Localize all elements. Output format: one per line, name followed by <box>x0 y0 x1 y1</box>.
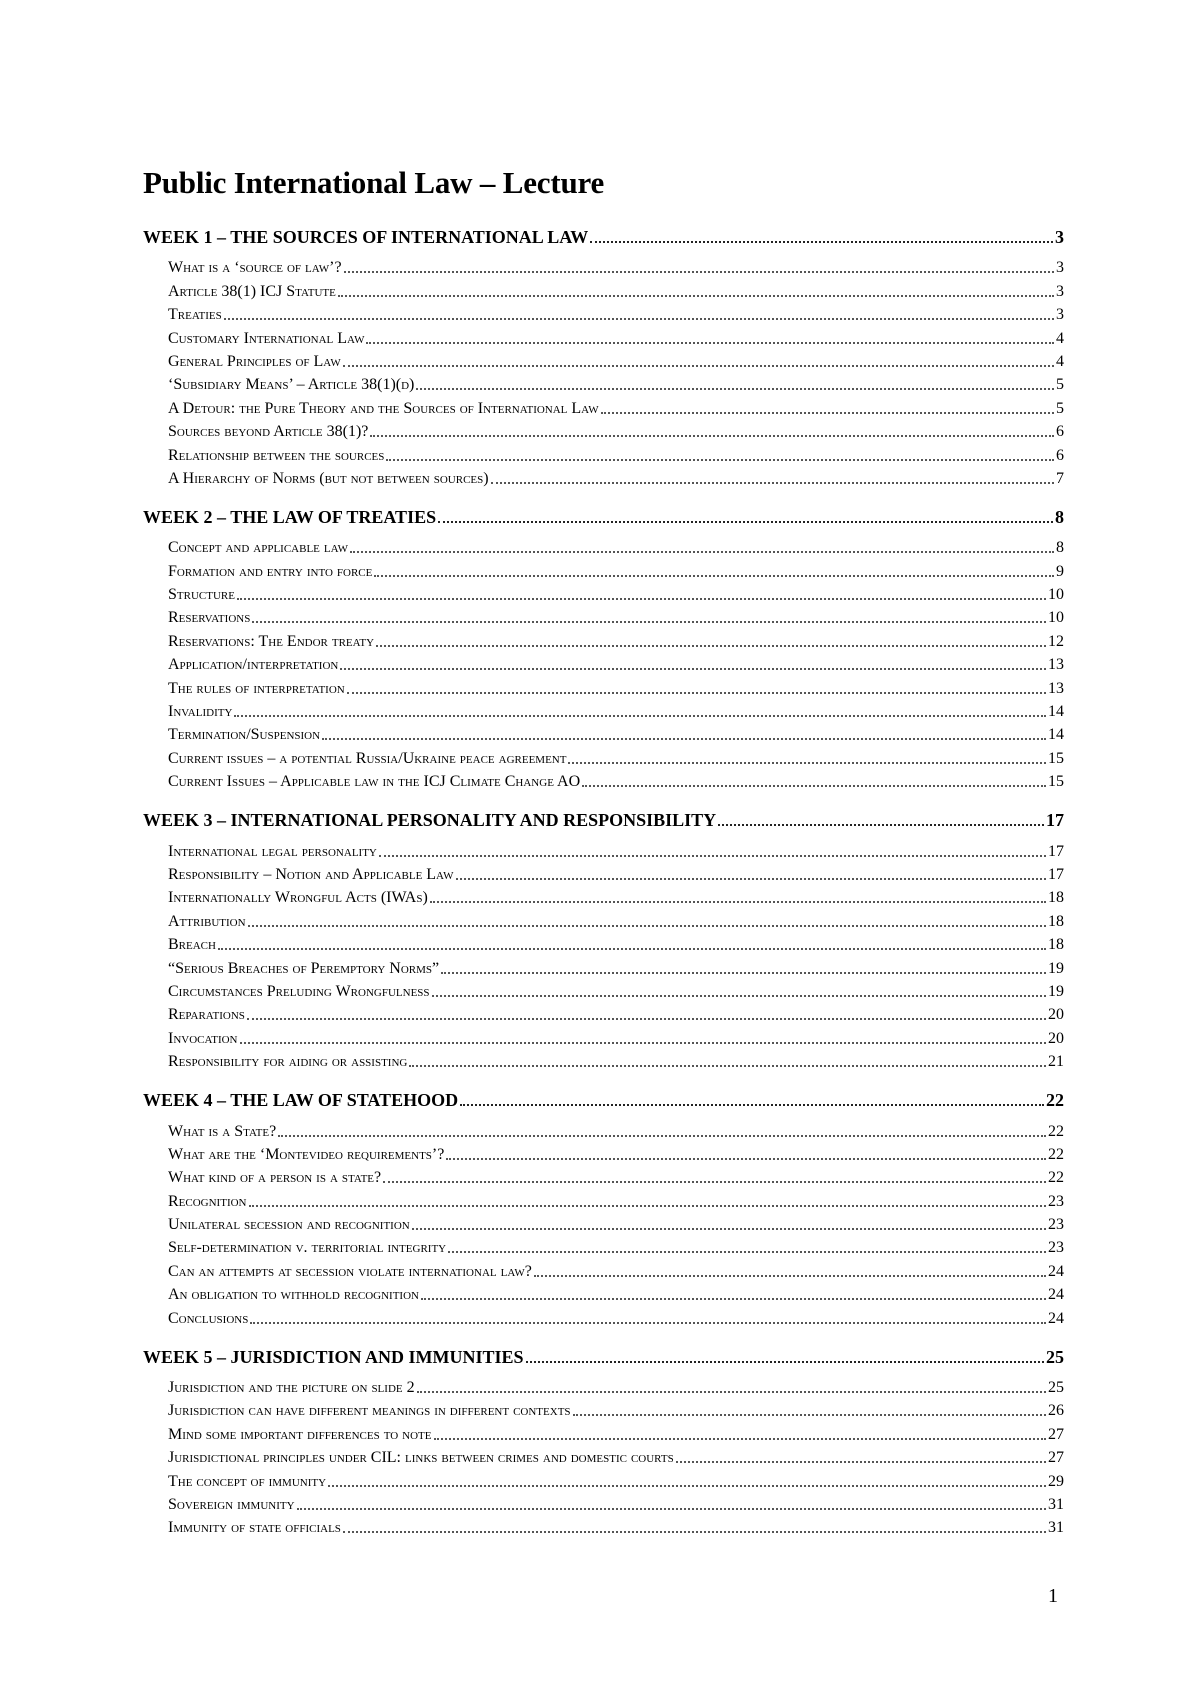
toc-entry-page: 4 <box>1056 352 1064 370</box>
toc-entry-page: 21 <box>1048 1053 1064 1071</box>
toc-entry-page: 3 <box>1056 306 1064 324</box>
toc-entry-label: “Serious Breaches of Peremptory Norms” <box>168 959 440 977</box>
toc-entry[interactable] <box>168 1374 1064 1397</box>
toc-entry-page: 20 <box>1048 1029 1064 1047</box>
dot-leader <box>432 994 1046 997</box>
dot-leader <box>366 341 1054 344</box>
toc-week-label: WEEK 5 – JURISDICTION AND IMMUNITIES <box>143 1346 524 1367</box>
toc-entry-label: Application/interpretation <box>168 656 339 674</box>
toc-page-number: 25 <box>1046 1346 1064 1367</box>
toc-entry-label: Recognition <box>168 1192 247 1210</box>
toc-entry-label: Reservations <box>168 609 251 627</box>
toc-week-section <box>143 498 1064 801</box>
toc-entry[interactable] <box>168 1234 1064 1257</box>
toc-entry-list <box>143 1111 1064 1338</box>
dot-leader <box>249 1204 1047 1207</box>
dot-leader <box>322 737 1046 740</box>
dot-leader <box>376 644 1046 647</box>
toc-entry-page: 29 <box>1048 1472 1064 1490</box>
toc-entry-page: 24 <box>1048 1286 1064 1304</box>
toc-entry-label: An obligation to withhold recognition <box>168 1286 419 1304</box>
toc-entry-page: 19 <box>1048 959 1064 977</box>
toc-week-section <box>143 218 1064 498</box>
toc-entry[interactable] <box>168 627 1064 650</box>
toc-entry[interactable] <box>168 721 1064 744</box>
toc-entry-label: International legal personality <box>168 842 377 860</box>
toc-entry-page: 27 <box>1048 1449 1064 1467</box>
toc-entry[interactable] <box>168 1304 1064 1327</box>
dot-leader <box>247 1017 1046 1020</box>
toc-entry-label: The rules of interpretation <box>168 679 345 697</box>
table-of-contents <box>143 218 1064 1547</box>
toc-entry[interactable] <box>168 768 1064 791</box>
toc-page-number: 3 <box>1055 227 1064 247</box>
toc-entry-list <box>143 248 1064 498</box>
dot-leader <box>448 1250 1046 1253</box>
toc-entry-page: 22 <box>1048 1145 1064 1163</box>
toc-entry[interactable] <box>168 324 1064 347</box>
toc-entry-label: Formation and entry into force <box>168 562 373 580</box>
toc-entry-label: Conclusions <box>168 1309 249 1327</box>
toc-entry-page: 3 <box>1056 282 1064 300</box>
toc-entry-page: 10 <box>1048 609 1064 627</box>
toc-entry[interactable] <box>168 604 1064 627</box>
dot-leader <box>297 1507 1046 1510</box>
toc-entry[interactable] <box>168 1281 1064 1304</box>
toc-entry-label: Immunity of state officials <box>168 1519 341 1537</box>
toc-entry[interactable] <box>168 465 1064 488</box>
dot-leader <box>491 481 1054 484</box>
toc-week-label: WEEK 3 – INTERNATIONAL PERSONALITY AND RESPONSIBILITY <box>143 810 717 831</box>
toc-entry[interactable] <box>168 581 1064 604</box>
toc-page-number: 22 <box>1046 1090 1064 1111</box>
toc-entry[interactable] <box>168 1397 1064 1420</box>
toc-entry-label: Can an attempts at secession violate international law? <box>168 1262 532 1280</box>
toc-entry[interactable] <box>168 301 1064 324</box>
toc-entry-page: 23 <box>1048 1192 1064 1210</box>
toc-week-heading[interactable] <box>143 801 1064 831</box>
toc-entry-page: 17 <box>1048 865 1064 883</box>
dot-leader <box>412 1227 1046 1230</box>
toc-entry-label: A Detour: the Pure Theory and the Sources of International Law <box>168 399 599 417</box>
toc-entry-page: 15 <box>1048 773 1064 791</box>
dot-leader <box>676 1460 1046 1463</box>
toc-entry-label: General Principles of Law <box>168 352 341 370</box>
toc-entry-page: 18 <box>1048 912 1064 930</box>
toc-entry-label: Jurisdiction and the picture on slide 2 <box>168 1379 415 1397</box>
toc-week-heading[interactable] <box>143 498 1064 528</box>
document-title: Public International Law – Lecture <box>143 165 605 200</box>
dot-leader <box>568 761 1046 764</box>
toc-entry-label: Unilateral secession and recognition <box>168 1216 410 1234</box>
dot-leader <box>590 240 1053 243</box>
dot-leader <box>344 270 1054 273</box>
toc-entry[interactable] <box>168 744 1064 767</box>
toc-entry-page: 6 <box>1056 446 1064 464</box>
dot-leader <box>416 387 1054 390</box>
toc-entry-page: 8 <box>1056 539 1064 557</box>
toc-entry-page: 14 <box>1048 703 1064 721</box>
toc-entry-page: 9 <box>1056 562 1064 580</box>
toc-entry-page: 19 <box>1048 982 1064 1000</box>
toc-entry[interactable] <box>168 1001 1064 1024</box>
toc-page-number: 8 <box>1055 506 1064 527</box>
toc-entry[interactable] <box>168 394 1064 417</box>
dot-leader <box>343 364 1054 367</box>
toc-entry[interactable] <box>168 1187 1064 1210</box>
dot-leader <box>582 784 1046 787</box>
toc-entry-page: 5 <box>1056 376 1064 394</box>
dot-leader <box>430 900 1046 903</box>
dot-leader <box>460 1103 1044 1106</box>
dot-leader <box>237 597 1046 600</box>
toc-entry-page: 22 <box>1048 1169 1064 1187</box>
toc-entry-page: 13 <box>1048 656 1064 674</box>
dot-leader <box>374 574 1054 577</box>
toc-entry-page: 18 <box>1048 889 1064 907</box>
toc-entry[interactable] <box>168 1420 1064 1443</box>
toc-entry-page: 31 <box>1048 1495 1064 1513</box>
toc-entry-label: The concept of immunity <box>168 1472 327 1490</box>
toc-entry-label: What is a ‘source of law’? <box>168 259 342 277</box>
toc-entry-label: Sovereign immunity <box>168 1495 295 1513</box>
dot-leader <box>383 1180 1046 1183</box>
toc-entry-label: Responsibility for aiding or assisting <box>168 1053 408 1071</box>
toc-entry-label: Jurisdiction can have different meanings in different contexts <box>168 1402 571 1420</box>
dot-leader <box>234 714 1046 717</box>
dot-leader <box>350 550 1054 553</box>
toc-entry[interactable] <box>168 1257 1064 1280</box>
toc-week-heading[interactable] <box>143 1338 1064 1368</box>
toc-entry-label: Concept and applicable law <box>168 539 349 557</box>
toc-week-label: WEEK 2 – THE LAW OF TREATIES <box>143 506 437 527</box>
toc-entry[interactable] <box>168 931 1064 954</box>
dot-leader <box>224 317 1054 320</box>
toc-entry-page: 5 <box>1056 399 1064 417</box>
toc-entry-label: Invocation <box>168 1029 238 1047</box>
toc-entry-label: Self-determination v. territorial integrity <box>168 1239 447 1257</box>
dot-leader <box>338 294 1054 297</box>
toc-entry-page: 14 <box>1048 726 1064 744</box>
toc-entry[interactable] <box>168 1117 1064 1140</box>
toc-entry-label: Circumstances Preluding Wrongfulness <box>168 982 430 1000</box>
toc-entry-page: 7 <box>1056 469 1064 487</box>
toc-entry-page: 13 <box>1048 679 1064 697</box>
toc-entry-label: Reservations: The Endor treaty <box>168 632 375 650</box>
toc-entry[interactable] <box>168 1491 1064 1514</box>
toc-week-heading[interactable] <box>143 218 1064 248</box>
toc-week-section <box>143 1081 1064 1338</box>
toc-entry[interactable] <box>168 441 1064 464</box>
toc-entry-label: Mind some important differences to note <box>168 1425 432 1443</box>
toc-entry[interactable] <box>168 1444 1064 1467</box>
dot-leader <box>386 458 1054 461</box>
dot-leader <box>328 1484 1046 1487</box>
dot-leader <box>446 1157 1046 1160</box>
page-number: 1 <box>1048 1585 1058 1607</box>
toc-entry-label: Treaties <box>168 306 222 324</box>
toc-entry-page: 24 <box>1048 1262 1064 1280</box>
dot-leader <box>240 1041 1047 1044</box>
dot-leader <box>379 854 1046 857</box>
dot-leader <box>417 1390 1046 1393</box>
toc-entry-label: Attribution <box>168 912 246 930</box>
toc-entry-label: Current Issues – Applicable law in the ICJ Climate Change AO <box>168 773 581 791</box>
toc-entry[interactable] <box>168 1048 1064 1071</box>
toc-entry[interactable] <box>168 348 1064 371</box>
toc-entry[interactable] <box>168 651 1064 674</box>
toc-entry[interactable] <box>168 277 1064 300</box>
toc-entry-page: 4 <box>1056 329 1064 347</box>
toc-entry-label: Breach <box>168 936 216 954</box>
toc-entry-label: What kind of a person is a state? <box>168 1169 382 1187</box>
dot-leader <box>441 971 1046 974</box>
toc-entry-label: A Hierarchy of Norms (but not between sources) <box>168 469 489 487</box>
dot-leader <box>421 1297 1046 1300</box>
dot-leader <box>718 823 1044 826</box>
toc-page-number: 17 <box>1046 810 1064 831</box>
toc-entry[interactable] <box>168 1024 1064 1047</box>
dot-leader <box>438 520 1053 523</box>
toc-entry-label: Termination/Suspension <box>168 726 321 744</box>
toc-entry-page: 23 <box>1048 1239 1064 1257</box>
toc-week-section <box>143 1338 1064 1548</box>
dot-leader <box>343 1530 1046 1533</box>
toc-entry-label: What is a State? <box>168 1122 277 1140</box>
dot-leader <box>252 620 1046 623</box>
toc-entry-page: 18 <box>1048 936 1064 954</box>
toc-entry-label: Invalidity <box>168 703 233 721</box>
toc-entry-label: Internationally Wrongful Acts (IWAs) <box>168 889 428 907</box>
toc-entry[interactable] <box>168 418 1064 441</box>
toc-entry[interactable] <box>168 371 1064 394</box>
toc-entry-page: 27 <box>1048 1425 1064 1443</box>
dot-leader <box>409 1064 1046 1067</box>
toc-entry-page: 25 <box>1048 1379 1064 1397</box>
toc-entry-label: Article 38(1) ICJ Statute <box>168 282 336 300</box>
toc-entry-page: 10 <box>1048 586 1064 604</box>
toc-entry-label: What are the ‘Montevideo requirements’? <box>168 1145 445 1163</box>
toc-entry[interactable] <box>168 254 1064 277</box>
toc-entry[interactable] <box>168 861 1064 884</box>
toc-entry-page: 31 <box>1048 1519 1064 1537</box>
dot-leader <box>434 1437 1047 1440</box>
toc-week-label: WEEK 4 – THE LAW OF STATEHOOD <box>143 1090 459 1111</box>
toc-entry-label: Reparations <box>168 1006 245 1024</box>
toc-entry-label: Jurisdictional principles under CIL: links between crimes and domestic courts <box>168 1449 674 1467</box>
toc-entry[interactable] <box>168 674 1064 697</box>
toc-entry[interactable] <box>168 1164 1064 1187</box>
dot-leader <box>278 1134 1046 1137</box>
toc-entry-page: 20 <box>1048 1006 1064 1024</box>
toc-entry-label: Structure <box>168 586 235 604</box>
dot-leader <box>456 877 1046 880</box>
toc-entry-label: Responsibility – Notion and Applicable Law <box>168 865 454 883</box>
toc-entry[interactable] <box>168 557 1064 580</box>
toc-entry[interactable] <box>168 1467 1064 1490</box>
toc-entry[interactable] <box>168 1141 1064 1164</box>
toc-entry-page: 17 <box>1048 842 1064 860</box>
dot-leader <box>250 1321 1046 1324</box>
dot-leader <box>534 1274 1046 1277</box>
toc-entry[interactable] <box>168 698 1064 721</box>
toc-entry[interactable] <box>168 954 1064 977</box>
toc-entry-list <box>143 528 1064 801</box>
toc-entry[interactable] <box>168 907 1064 930</box>
toc-entry-label: Current issues – a potential Russia/Ukraine peace agreement <box>168 749 567 767</box>
toc-entry-page: 23 <box>1048 1216 1064 1234</box>
toc-entry[interactable] <box>168 1514 1064 1537</box>
toc-entry-label: Relationship between the sources <box>168 446 385 464</box>
dot-leader <box>340 667 1046 670</box>
toc-entry[interactable] <box>168 978 1064 1001</box>
toc-entry[interactable] <box>168 837 1064 860</box>
toc-entry-page: 12 <box>1048 632 1064 650</box>
dot-leader <box>347 691 1046 694</box>
toc-entry-page: 6 <box>1056 423 1064 441</box>
toc-entry-page: 15 <box>1048 749 1064 767</box>
toc-week-heading[interactable] <box>143 1081 1064 1111</box>
toc-entry-list <box>143 1368 1064 1548</box>
toc-entry-page: 3 <box>1056 259 1064 277</box>
toc-entry[interactable] <box>168 884 1064 907</box>
dot-leader <box>601 411 1054 414</box>
toc-entry[interactable] <box>168 534 1064 557</box>
toc-entry[interactable] <box>168 1211 1064 1234</box>
toc-entry-label: Sources beyond Article 38(1)? <box>168 423 369 441</box>
toc-entry-page: 24 <box>1048 1309 1064 1327</box>
dot-leader <box>573 1413 1046 1416</box>
toc-week-label: WEEK 1 – THE SOURCES OF INTERNATIONAL LAW <box>143 227 589 247</box>
toc-entry-label: ‘Subsidiary Means’ – Article 38(1)(d) <box>168 376 415 394</box>
toc-week-section <box>143 801 1064 1081</box>
toc-entry-page: 22 <box>1048 1122 1064 1140</box>
toc-entry-list <box>143 831 1064 1081</box>
toc-entry-page: 26 <box>1048 1402 1064 1420</box>
toc-entry-label: Customary International Law <box>168 329 365 347</box>
dot-leader <box>218 947 1046 950</box>
dot-leader <box>248 924 1046 927</box>
dot-leader <box>370 434 1054 437</box>
dot-leader <box>526 1360 1044 1363</box>
